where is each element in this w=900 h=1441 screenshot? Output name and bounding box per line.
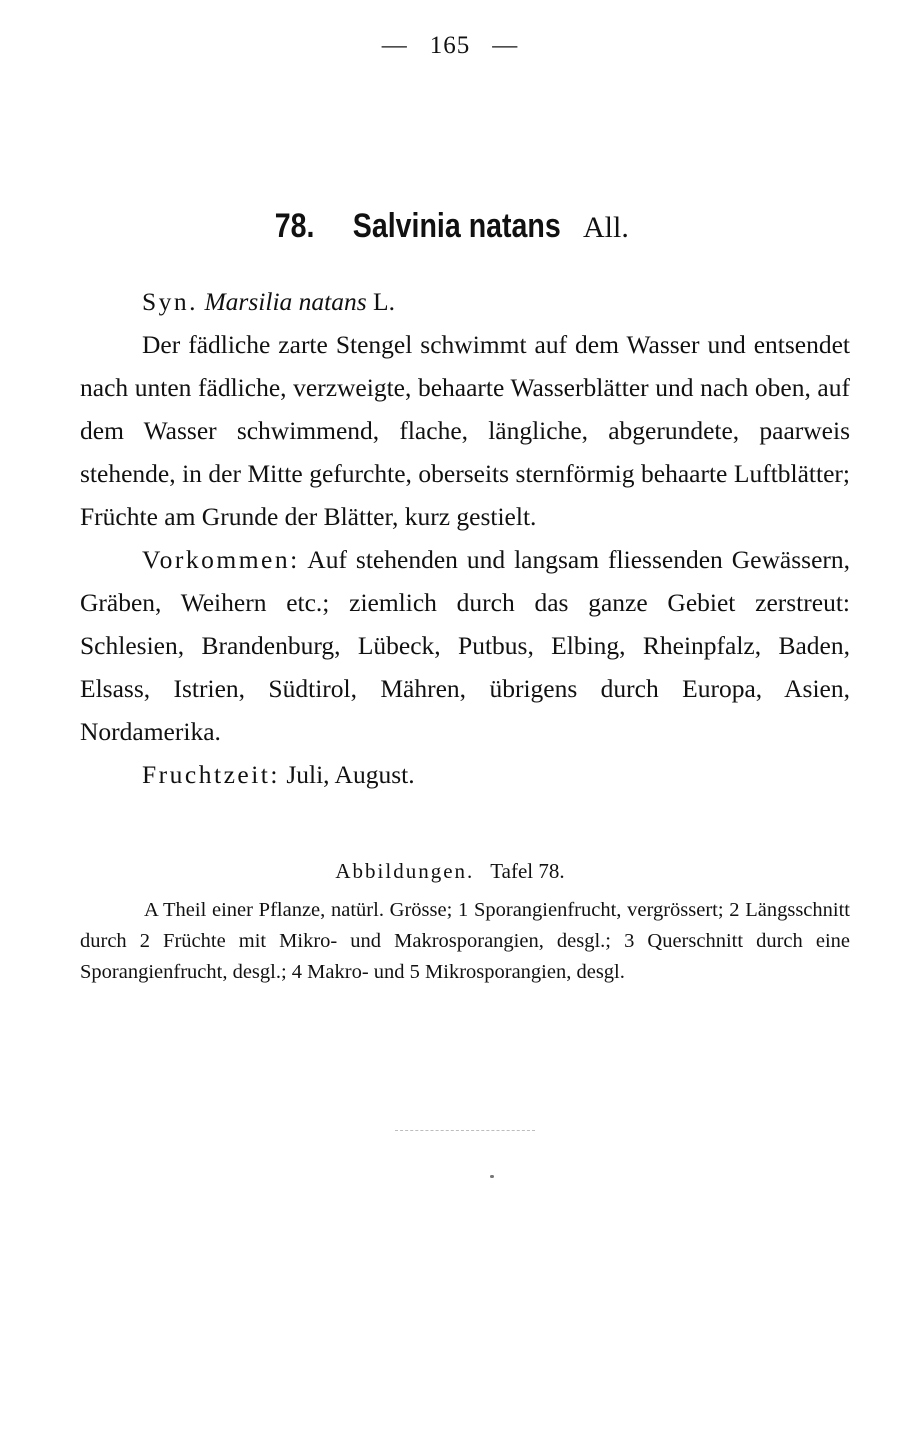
synonym-name: Marsilia natans bbox=[204, 287, 367, 316]
figures-plate: Tafel 78. bbox=[490, 859, 565, 883]
figures-heading bbox=[0, 856, 900, 886]
print-speck bbox=[490, 1175, 494, 1178]
occurrence-label: Vorkommen: bbox=[142, 545, 300, 574]
fruiting-paragraph bbox=[80, 753, 850, 796]
synonym-prefix: Syn. bbox=[142, 287, 199, 316]
species-heading bbox=[0, 204, 900, 250]
species-description-block bbox=[80, 280, 850, 796]
synonym-paragraph bbox=[80, 280, 850, 323]
page-number-dash-left: — bbox=[381, 32, 408, 59]
species-scientific-name: Salvinia natans bbox=[352, 207, 561, 245]
occurrence-paragraph bbox=[80, 538, 850, 753]
species-number: 78. bbox=[274, 207, 315, 245]
occurrence-text: Auf stehenden und langsam fliessenden Gewässern, Gräben, Weihern etc.; ziemlich durch das ganze Gebiet zerstreut: Schlesien, Brandenburg, Lübeck, Putbus, Elbing, Rheinpfalz, Baden, Elsass, Istrien, Südtirol, Mähren, übrigens durch Europa, Asien, Nordamerika. bbox=[80, 545, 851, 746]
species-author: All. bbox=[582, 211, 629, 244]
figures-label: Abbildungen. bbox=[335, 859, 475, 883]
description-paragraph: Der fädliche zarte Stengel schwimmt auf dem Wasser und entsendet nach unten fädliche, verzweigte, behaarte Wasserblätter und nach oben, auf dem Wasser schwimmend, flache, längliche, abgerundete, paarweis stehende, in der Mitte gefurchte, oberseits sternförmig behaarte Luftblätter; Früchte am Grunde der Blätter, kurz gestielt. bbox=[80, 330, 850, 531]
synonym-author: L. bbox=[373, 287, 395, 316]
fruiting-text: Juli, August. bbox=[286, 760, 415, 789]
fruiting-label: Fruchtzeit: bbox=[142, 760, 280, 789]
page-number-line bbox=[0, 32, 900, 60]
faint-rule-divider bbox=[395, 1130, 535, 1131]
page-number-dash-right: — bbox=[492, 32, 519, 59]
figures-caption: A Theil einer Pflanze, natürl. Grösse; 1 Sporangienfrucht, vergrössert; 2 Längsschnitt durch 2 Früchte mit Mikro- und Makrosporangien, desgl.; 3 Querschnitt durch eine Sporangienfrucht, desgl.; 4 Makro- und 5 Mikrosporangien, desgl. bbox=[80, 899, 850, 983]
page-number: 165 bbox=[429, 32, 471, 59]
